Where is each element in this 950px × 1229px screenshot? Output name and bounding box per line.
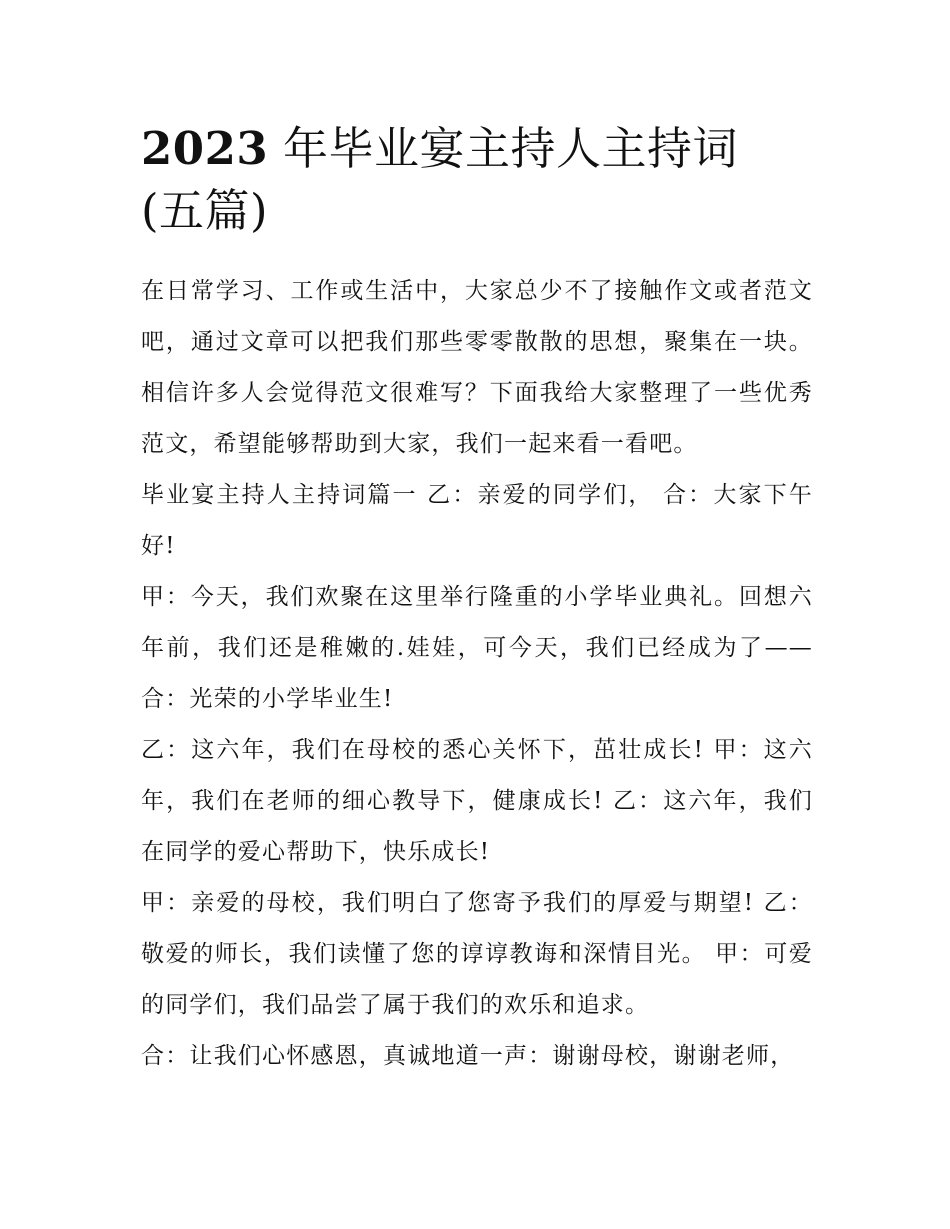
paragraph: 合：让我们心怀感恩，真诚地道一声：谢谢母校，谢谢老师，: [141, 1043, 795, 1069]
document-title: [141, 118, 813, 242]
document-body: [141, 266, 813, 1082]
title-line-1: [141, 118, 813, 180]
title-line-2: (五篇): [141, 184, 269, 237]
document-content: [141, 118, 813, 1082]
paragraph: 乙：这六年，我们在母校的悉心关怀下，茁壮成长! 甲：这六年，我们在老师的细心教导下，健康成长! 乙：这六年，我们在同学的爱心帮助下，快乐成长!: [141, 737, 813, 865]
paragraph: 甲：今天，我们欢聚在这里举行隆重的小学毕业典礼。回想六年前，我们还是稚嫩的.娃娃，可今天，我们已经成为了——合：光荣的小学毕业生!: [141, 584, 813, 712]
paragraph-greeting: 毕业宴主持人主持词篇一 乙：亲爱的同学们， 合：大家下午好!: [141, 482, 813, 559]
paragraph-intro: 在日常学习、工作或生活中，大家总少不了接触作文或者范文吧，通过文章可以把我们那些零零散散的思想，聚集在一块。相信许多人会觉得范文很难写？下面我给大家整理了一些优秀范文，希望能够帮助到大家，我们一起来看一看吧。: [141, 278, 813, 457]
paragraph: 甲：亲爱的母校，我们明白了您寄予我们的厚爱与期望! 乙：敬爱的师长，我们读懂了您的谆谆教诲和深情目光。 甲：可爱的同学们，我们品尝了属于我们的欢乐和追求。: [141, 890, 813, 1018]
title-year: 2023: [141, 122, 269, 175]
title-line-1-text: 年毕业宴主持人主持词: [268, 122, 739, 175]
